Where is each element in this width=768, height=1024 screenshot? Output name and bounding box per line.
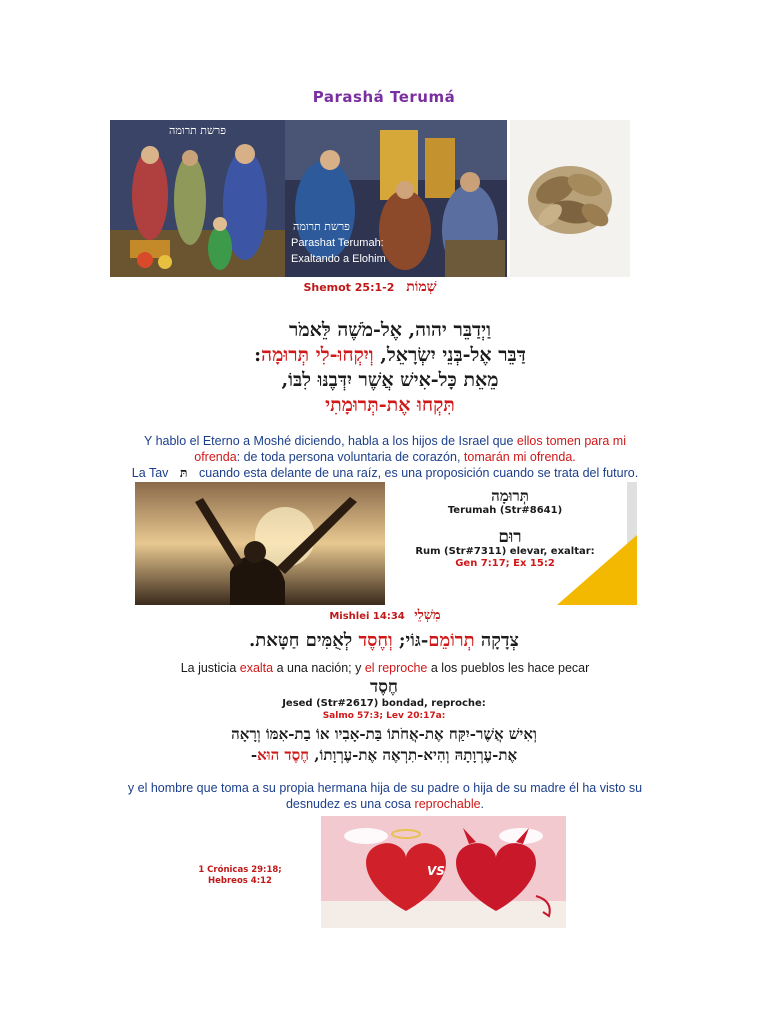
terumah-label: Terumah (Str#8641): [447, 505, 563, 516]
shemot-ref: Shemot 25:1-2: [303, 281, 395, 294]
hebrew-verse-line2b: וְיִקְחוּ-לִי תְּרוּמָה: [261, 344, 374, 366]
hebrew-verse-line2: [180, 343, 600, 368]
leviticus-translation-part1: y el hombre que toma a su propia hermana hija de su padre o hija de su madre él ha visto su desnudez es una cosa: [127, 781, 643, 811]
parasha-illustration-1: [110, 120, 285, 277]
translation-part3: : de toda persona voluntaria de corazón,: [236, 450, 464, 464]
spice-leaves-picture: [510, 120, 630, 277]
leviticus-line2c: -: [250, 746, 258, 764]
mishlei-verse-b: תְרוֹמֵם: [428, 630, 475, 651]
versus-label: VS: [427, 864, 445, 878]
tav-note: [100, 465, 670, 481]
mishlei-verse-c: -גּוֹי;: [392, 630, 429, 651]
verse-translation: [120, 433, 650, 465]
justice-part3: a una nación; y: [273, 661, 365, 675]
hebrew-verse-line4: תִּקְחוּ אֶת-תְּרוּמָתִי: [325, 394, 455, 416]
sunset-worship-picture: [135, 482, 385, 605]
terumah-definition-box: [385, 482, 637, 605]
shemot-reference: [275, 279, 465, 297]
translation-part2: ellos tomen para mi ofrenda: [194, 434, 626, 464]
leviticus-translation-part2: reprochable: [414, 797, 481, 811]
dried-leaves-image: [510, 120, 630, 277]
mishlei-verse-e: לְאֻמִּים חַטָּאת.: [249, 630, 359, 651]
hebrew-verse-line1: וַיְדַבֵּר יהוה, אֶל-מֹשֶׁה לֵּאמֹר: [289, 319, 491, 341]
justice-part5: a los pueblos les hace pecar: [427, 661, 590, 675]
justice-part2: exalta: [239, 661, 274, 675]
leviticus-line2: [150, 745, 618, 766]
terumah-hebrew: תְּרוּמָה: [491, 487, 529, 505]
hebrew-verse-line2a: דַּבֵּר אֶל-בְּנֵי יִשְׂרָאֵל,: [373, 344, 526, 366]
justice-part4: el reproche: [364, 661, 428, 675]
page-title: Parashá Terumá: [312, 88, 456, 106]
jesed-refs: Salmo 57:3; Lev 20:17a:: [322, 711, 446, 721]
hearts-versus-image: [321, 816, 566, 928]
jesed-label: Jesed (Str#2617) bondad, reproche:: [282, 698, 486, 709]
rum-refs: Gen 7:17; Ex 15:2: [455, 558, 555, 569]
rum-hebrew: רוּם: [498, 527, 522, 547]
parasha-illustration-2: [285, 120, 507, 277]
mishlei-hebrew: מִשְׁלֵי: [414, 608, 441, 623]
chronicles-line2: Hebreos 4:12: [208, 876, 272, 886]
mishlei-verse: [150, 630, 618, 651]
mishlei-reference: [300, 607, 470, 625]
raised-hands-image: [135, 482, 385, 605]
leviticus-translation-part3: .: [480, 797, 485, 811]
chronicles-line1: 1 Crónicas 29:18;: [198, 865, 282, 875]
mishlei-ref: Mishlei 14:34: [329, 611, 405, 622]
shemot-hebrew: שְׁמוֹת: [406, 279, 437, 295]
panel2-line1: Parashat Terumah:: [291, 237, 384, 249]
hebrew-verse-line3: מֵאֵת כָּל-אִישׁ אֲשֶׁר יִדְּבֶנּוּ לִבּוֹ,: [281, 369, 499, 391]
rum-label: Rum (Str#7311) elevar, exaltar:: [415, 546, 595, 557]
tav-letter: תּ: [179, 465, 188, 480]
hebrew-verse: [180, 318, 600, 418]
leviticus-line1: וְאִישׁ אֲשֶׁר-יִקַּח אֶת-אֲחֹתוֹ בַּת-אָבִיו אוֹ בַת-אִמּוֹ וְרָאָה: [231, 725, 537, 743]
jesed-hebrew: חֶסֶד: [370, 677, 398, 697]
robed-figures-picture: [110, 120, 285, 277]
mishlei-verse-d: וְחֶסֶד: [358, 630, 393, 651]
tav-prefix: La Tav: [131, 466, 169, 480]
hebrew-verse-line2c: :: [254, 344, 262, 366]
translation-part1: Y hablo el Eterno a Moshé diciendo, habla a los hijos de Israel que: [143, 434, 517, 448]
tav-text: cuando esta delante de una raíz, es una proposición cuando se trata del futuro.: [199, 466, 639, 480]
justice-translation: [120, 660, 650, 676]
mishlei-verse-a: צְדָקָה: [474, 630, 519, 651]
leviticus-line2a: אֶת-עֶרְוָתָהּ וְהִיא-תִרְאֶה אֶת-עֶרְוָתוֹ,: [309, 746, 518, 764]
leviticus-line2b: חֶסֶד הוּא: [257, 746, 310, 764]
chronicles-references: [190, 865, 290, 887]
translation-part4: tomarán mi ofrenda.: [463, 450, 576, 464]
panel1-heading: פרשת תרומה: [169, 124, 226, 137]
panel2-heading: פרשת תרומה: [293, 220, 350, 233]
leviticus-translation: [115, 780, 655, 812]
leviticus-hebrew: [150, 724, 618, 766]
panel2-line2: Exaltando a Elohim: [291, 253, 386, 265]
justice-part1: La justicia: [180, 661, 240, 675]
